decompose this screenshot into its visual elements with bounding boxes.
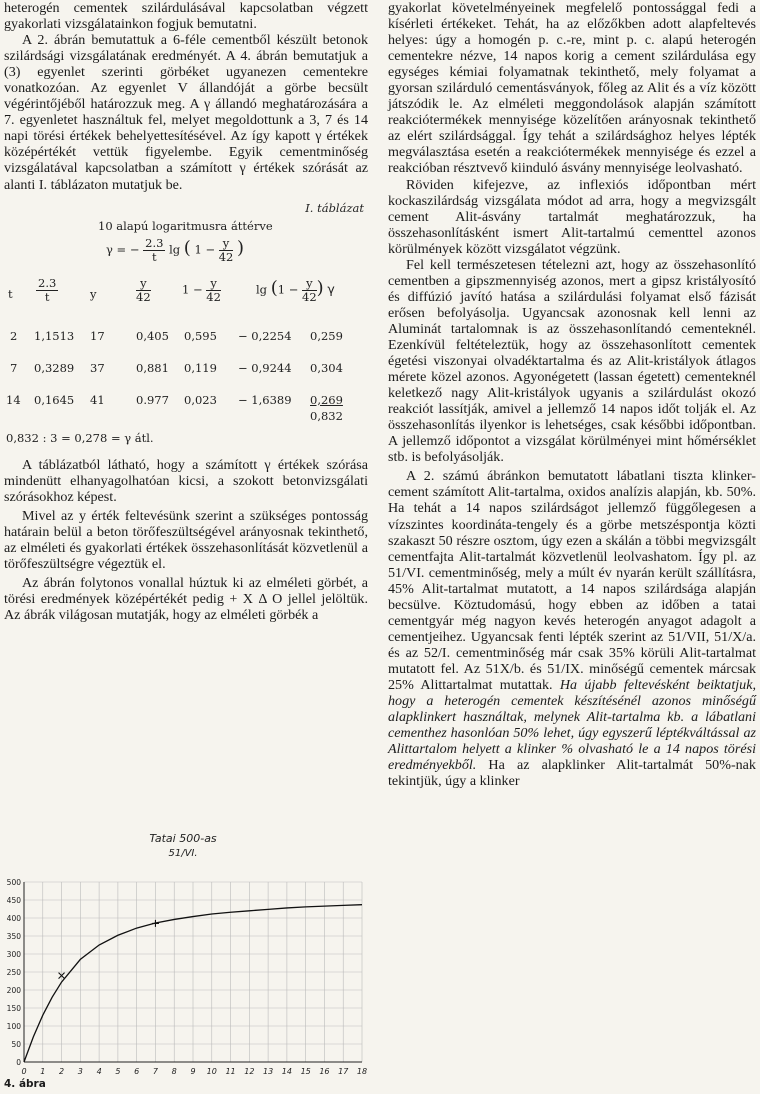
cell-om: 0,595	[184, 328, 217, 343]
header-y: y	[90, 286, 97, 301]
formula-paren-close: )	[237, 237, 245, 259]
formula-inner-one: 1 −	[194, 242, 216, 257]
x-tick-label: 17	[338, 1067, 349, 1076]
header-t: t	[8, 286, 13, 301]
header-lg-num: y	[302, 277, 317, 291]
y-tick-label: 500	[6, 878, 21, 887]
x-tick-label: 14	[281, 1067, 292, 1076]
cell-t: 7	[10, 360, 18, 375]
chart-svg	[0, 822, 372, 1078]
y-tick-label: 350	[6, 932, 21, 941]
x-tick-label: 4	[96, 1067, 102, 1076]
x-tick-label: 18	[356, 1067, 368, 1076]
header-one-minus	[182, 277, 221, 304]
header-one-minus-text: 1 −	[182, 282, 203, 297]
cell-y: 37	[90, 360, 105, 375]
data-point-marker	[152, 920, 159, 927]
right-paragraph-4-italic: Ha újabb feltevésként beiktatjuk, hogy a heterogén cementek készítésénél azonos minőségű alapklinkert használtak, melynek Alit-tartalma kb. a lábatlani cementhez hasonlóan 50% lehet, úgy egyszerű léptékváltással az Alittartalom helyett a klinker % olvasható le a 14 napos törési eredményekből.	[388, 676, 756, 774]
cell-g: 0,269	[310, 392, 343, 407]
right-paragraph-4-end: Ha az alapklinker Alit-tartalmát 50%-nak tekintjük, úgy a klinker	[388, 757, 756, 790]
right-paragraph-3: Fel kell természetesen tételezni azt, hogy az összehasonlító cementben a gipszmennyiség azonos, mert a gipsz kristályosító és diffúzió javító hatása a szilárdulási folyamat első fázisát erősen befolyásolja. Ugyancsak azonosnak kell lenni az Aluminát tartalomnak is az összehasonlítandó cementeknél. Ezenkívül feltételeztük, hogy az összehasonlított cementek égetési viszonyai olvadéktartalma és az Alit-kristályok átlagos mérete közel azonos. Agyonégetett (lassan égetett) cementeknél keletkező nagy Alit-kristályok ugyanis a szilárdulást okozó reakciót lassítják, amivel a jellemző 14 napos időt tolják el. Az összehasonlítás ilyenkor is lehetséges, csak későbbi időpontban. A jellemző időpontot a vizsgálat körülményei mint hőmérséklet stb. is befolyásolják.	[388, 256, 756, 466]
x-tick-label: 1	[40, 1067, 46, 1076]
cell-t: 2	[10, 328, 18, 343]
formula-lg: lg	[169, 242, 181, 257]
chart-title: Tatai 500-as	[149, 832, 217, 845]
y-tick-label: 400	[6, 914, 21, 923]
header-lg-den: 42	[302, 289, 317, 304]
x-tick-label: 13	[263, 1067, 274, 1076]
formula-frac-num: 2.3	[145, 235, 164, 250]
cell-y: 41	[90, 392, 105, 407]
cell-r: 0,881	[136, 360, 169, 375]
y-tick-label: 50	[11, 1040, 21, 1049]
cell-lg: − 0,2254	[238, 328, 292, 343]
cell-r: 0.977	[136, 392, 169, 407]
table-subtitle: 10 alapú logaritmusra áttérve	[98, 218, 273, 233]
cell-y: 17	[90, 328, 105, 343]
cell-om: 0,119	[184, 360, 217, 375]
x-tick-label: 9	[190, 1067, 196, 1076]
x-tick-label: 2	[59, 1067, 65, 1076]
left-paragraph-3: A táblázatból látható, hogy a számított γ értékek szórása mindenütt elhanyagolhatóan kicsi, a szokott betonvizsgálati szórásokhoz képest.	[4, 456, 368, 505]
cell-lg: − 0,9244	[238, 360, 292, 375]
x-tick-label: 12	[244, 1067, 255, 1076]
right-paragraph-1: gyakorlat követelményeinek megfelelő pontossággal fedi a kísérleti értékeket. Tehát, ha az előzőkben adott alapfeltevés helyes: úgy a homogén p. c.-re, mint p. c. alapú heterogén cementekre nézve, 14 napos korig a cement szilárdulása egy egységes kémiai folyamatnak tekinthető, mely folyamat a gyorsan szilárduló cementásványok, főleg az Alit és a víz között játszódik le. Az elméleti meggondolások alapján számított reakciótermékek mennyisége közelítően arányosnak tekinthető az elért szilárdsággal. Így tehát a szilárdsághoz helyes lépték megválasztása esetén a reakciótermékek mennyisége és ezzel a reakcióban résztvevő kiinduló ásvány mennyisége leolvasható.	[388, 0, 756, 177]
x-tick-label: 15	[300, 1067, 311, 1076]
header-23t-num: 2.3	[38, 275, 57, 290]
left-column	[4, 0, 368, 623]
cell-om: 0,023	[184, 392, 217, 407]
right-paragraph-4	[388, 468, 756, 789]
formula-inner-den: 42	[218, 249, 234, 264]
y-tick-label: 450	[6, 896, 21, 905]
table-average: 0,832 : 3 = 0,278 = γ átl.	[6, 430, 154, 445]
cell-g: 0,259	[310, 328, 343, 343]
formula-inner-frac	[219, 237, 234, 264]
header-gamma: γ	[327, 281, 335, 297]
header-y42-den: 42	[136, 289, 151, 304]
figure-caption: 4. ábra	[4, 1078, 46, 1090]
y-tick-label: 150	[6, 1004, 21, 1013]
cell-c: 0,3289	[34, 360, 75, 375]
x-tick-label: 11	[225, 1067, 236, 1076]
formula-frac-den: t	[151, 249, 157, 264]
figure-4-chart	[0, 822, 372, 1083]
right-column	[388, 0, 756, 789]
right-paragraph-4-main: A 2. számú ábránkon bemutatott lábatlani tiszta klinker-cement számított Alit-tartalma, oxidos analízis alapján, kb. 50%. Ha tehát a 14 napos szilárdságot jellemző függőlegesen a vízszintes koordináta-tengely és a görbe metszéspontja közti szakaszt 50 részre osztom, úgy ezen a skálán a többi megvizsgált cementfajta Alit-tartalmát közvetlenül leolvashatom. Így pl. az 51/VI. cementminőség, mely a múlt év nyarán került szállításra, 45% Alit-tartalmat mutatott, a 14 napos szilárdsága alapján becsülve. Köztudomású, hogy ebben az időben a tatai cementgyár még nagyon kevés heterogén anyagot adagolt a cementjeihez. Ugyancsak fenti lépték szerint az 51/VII, 51/X/a. és az 52/I. cementminőség már csak 35% körüli Alit-tartalmat mutatott fel. Az 51X/b. és 51/IX. minőségű cementek márcsak 25% Alittartalmat mutattak.	[388, 468, 756, 693]
cell-c: 1,1513	[34, 328, 75, 343]
header-lg-text: lg	[256, 282, 268, 297]
formula-inner-num: y	[219, 237, 234, 251]
cell-r: 0,405	[136, 328, 169, 343]
x-tick-label: 8	[171, 1067, 177, 1076]
right-paragraph-2: Röviden kifejezve, az inflexiós időpontban mért kockaszilárdság vizsgálata módot ad arra, hogy a megvizsgált cement Alit-ásvány tartalmát meghatározzuk, ha összehasonlításként ismert Alit-tartalmú cementtel azonos körülmények között vizsgálatot végzünk.	[388, 176, 756, 257]
header-y42-num: y	[136, 277, 151, 291]
table-sum: 0,832	[310, 408, 343, 423]
x-tick-label: 7	[152, 1067, 158, 1076]
y-tick-label: 0	[16, 1058, 21, 1067]
x-tick-label: 3	[77, 1067, 83, 1076]
header-y42	[136, 277, 151, 304]
left-paragraph-5: Az ábrán folytonos vonallal húztuk ki az elméleti görbét, a törési eredmények középértékét pedig + X Δ O jellel jelöltük. Az ábrák világosan mutatják, hogy az elméleti görbék a	[4, 574, 368, 623]
cell-g: 0,304	[310, 360, 343, 375]
cell-c: 0,1645	[34, 392, 75, 407]
formula-paren-open: (	[183, 237, 191, 259]
header-23t	[36, 277, 58, 304]
left-paragraph-2: A 2. ábrán bemutattuk a 6-féle cementből készült betonok szilárdsági vizsgálatának eredményét. A 4. ábrán bemutatjuk a (3) egyenlet szerinti görbéket ugyanezen cementekre vonatkozóan. Az egyenlet V állandóját a görbe becsült végérintőjéből határozzuk meg. A γ állandó meghatározására a 7. egyenletet használtuk fel, melyet megoldottunk a 3, 7 és 14 napi törési értékek behelyettesítésével. Az így kapott γ értékek középértékét vettük figyelembe. Egyik cementminőség vizsgálatával kapcsolatban a számított γ értékek szórását az alanti I. táblázaton mutatjuk be.	[4, 32, 368, 193]
formula-frac	[143, 237, 165, 264]
x-tick-label: 0	[21, 1067, 27, 1076]
table-formula	[106, 237, 244, 264]
header-om-num: y	[206, 277, 221, 291]
table-label: I. táblázat	[305, 200, 364, 215]
table-1	[4, 199, 368, 457]
x-tick-label: 16	[319, 1067, 330, 1076]
left-paragraph-4: Mivel az y érték feltevésünk szerint a szükséges pontosság határain belül a beton törőfeszültségével arányosnak tekinthető, az elméleti és gyakorlati értékek összehasonlítását közvetlenül a törőfeszültségre végeztük el.	[4, 507, 368, 572]
header-lg-one: 1 −	[277, 282, 299, 297]
x-tick-label: 10	[206, 1067, 217, 1076]
cell-t: 14	[6, 392, 21, 407]
formula-lhs: γ = −	[106, 242, 140, 257]
x-tick-label: 5	[115, 1067, 121, 1076]
cell-lg: − 1,6389	[238, 392, 292, 407]
y-tick-label: 100	[6, 1022, 21, 1031]
chart-subtitle: 51/VI.	[168, 848, 198, 859]
x-tick-label: 6	[134, 1067, 140, 1076]
header-lg	[256, 277, 335, 304]
y-tick-label: 300	[6, 950, 21, 959]
y-tick-label: 200	[6, 986, 21, 995]
left-paragraph-1: heterogén cementek szilárdulásával kapcsolatban végzett gyakorlati vizsgálatainkon fogjuk bemutatni.	[4, 0, 368, 33]
header-lg-paren-close: )	[316, 277, 324, 299]
y-tick-label: 250	[6, 968, 21, 977]
header-23t-den: t	[44, 289, 50, 304]
header-lg-paren-open: (	[270, 277, 278, 299]
header-om-den: 42	[206, 289, 221, 304]
